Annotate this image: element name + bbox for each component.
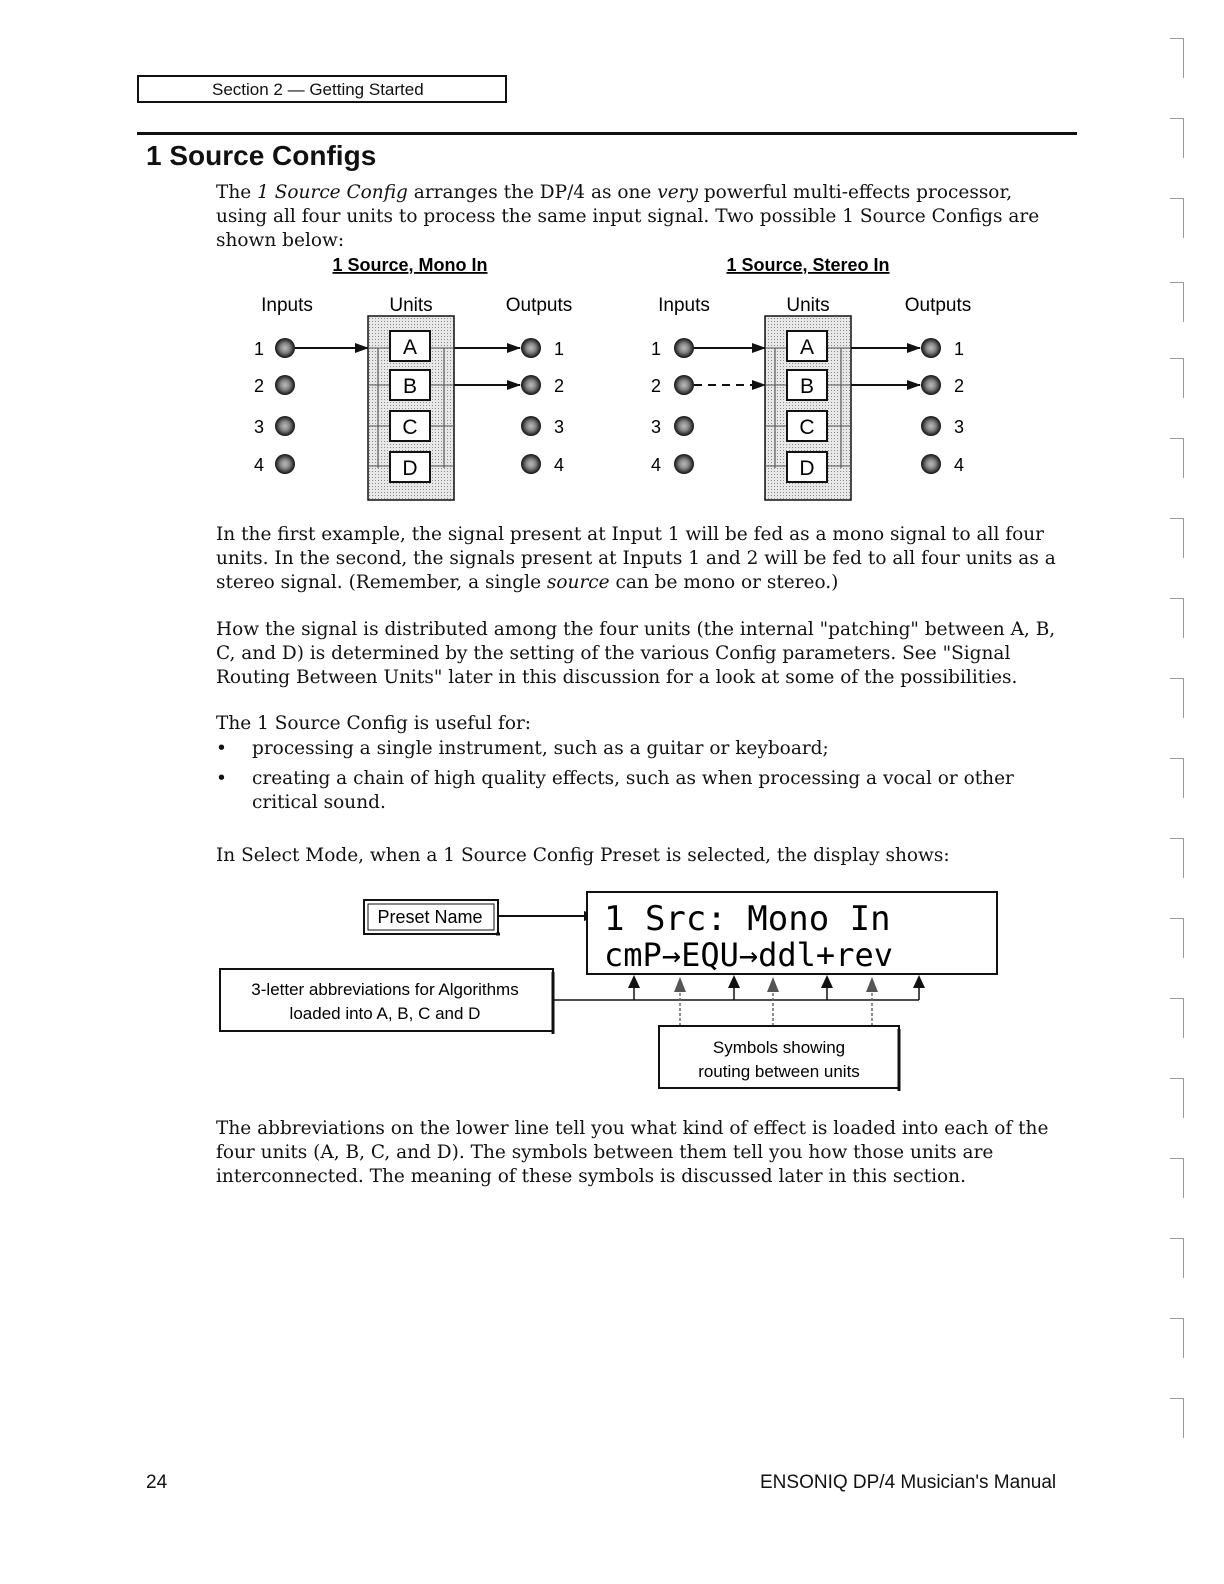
stereo-unit-label-d: D <box>799 457 815 480</box>
mono-unit-label-c: C <box>402 416 418 439</box>
stereo-inputs-heading: Inputs <box>658 295 710 316</box>
stereo-input-jack-4 <box>674 454 694 474</box>
mono-input-jack-2 <box>275 375 295 395</box>
bullet-dot: • <box>216 768 227 789</box>
mono-output-label-3: 3 <box>553 417 565 437</box>
remember-term: source <box>546 572 610 593</box>
page-title: 1 Source Configs <box>146 140 377 171</box>
stereo-input-jack-2 <box>674 375 694 395</box>
stereo-input-jack-3 <box>674 416 694 436</box>
mono-output-jack-4 <box>521 454 541 474</box>
stereo-output-label-3: 3 <box>953 417 965 437</box>
intro-emphasis: very <box>657 182 698 203</box>
mono-inputs-heading: Inputs <box>261 295 313 316</box>
bullet-item <box>216 737 1068 761</box>
symbols-bracket-arrows <box>674 977 878 992</box>
mono-input-label-4: 4 <box>253 455 265 475</box>
stereo-output-jack-1 <box>921 338 941 358</box>
stereo-input-label-4: 4 <box>650 455 662 475</box>
margin-mark <box>1170 598 1184 638</box>
mono-input-jack-1 <box>275 338 295 358</box>
mono-unit-label-b: B <box>402 375 418 398</box>
margin-mark <box>1170 1238 1184 1278</box>
mono-unit-label-a: A <box>402 336 418 359</box>
stereo-unit-label-b: B <box>799 375 815 398</box>
mono-input-label-1: 1 <box>253 339 265 359</box>
page-number: 24 <box>146 1472 168 1493</box>
algorithm-label-line-2: loaded into A, B, C and D <box>289 1004 481 1023</box>
stereo-input-label-3: 3 <box>650 417 662 437</box>
margin-mark <box>1170 118 1184 158</box>
stereo-input-label-2: 2 <box>650 376 662 396</box>
distribution-paragraph: How the signal is distributed among the four units (the internal "patching" between A, B, C, and D) is determined by the setting of the various Config parameters. See "Signal Routing Between Units" later in this discussion for a look at some of the possibilities. <box>216 619 1056 688</box>
stereo-output-jack-2 <box>921 375 941 395</box>
margin-mark <box>1170 678 1184 718</box>
margin-mark <box>1170 838 1184 878</box>
margin-mark <box>1170 198 1184 238</box>
mono-input-label-2: 2 <box>253 376 265 396</box>
stereo-output-jack-4 <box>921 454 941 474</box>
bullet-dot: • <box>216 738 227 759</box>
margin-mark <box>1170 1318 1184 1358</box>
mono-output-jack-3 <box>521 416 541 436</box>
margin-mark <box>1170 918 1184 958</box>
margin-mark <box>1170 1158 1184 1198</box>
margin-mark <box>1170 518 1184 558</box>
stereo-diagram <box>651 255 971 500</box>
intro-middle: arranges the DP/4 as one <box>407 182 658 203</box>
mono-output-jack-1 <box>521 338 541 358</box>
remember-suffix: can be mono or stereo.) <box>609 572 839 593</box>
example-paragraph <box>216 523 1068 595</box>
stereo-output-jack-3 <box>921 416 941 436</box>
mono-input-label-3: 3 <box>253 417 265 437</box>
margin-mark <box>1170 1398 1184 1438</box>
stereo-output-label-1: 1 <box>953 339 965 359</box>
symbols-label-line-1: Symbols showing <box>712 1038 846 1057</box>
mono-unit-label-d: D <box>402 457 418 480</box>
margin-mark <box>1170 758 1184 798</box>
mono-diagram-title: 1 Source, Mono In <box>332 255 488 275</box>
margin-mark <box>1170 998 1184 1038</box>
lcd-line-2: cmP→EQU→ddl+rev <box>604 936 893 974</box>
lcd-line-1: 1 Src: Mono In <box>604 899 891 939</box>
intro-term: 1 Source Config <box>257 182 408 203</box>
mono-input-jack-3 <box>275 416 295 436</box>
stereo-input-jack-1 <box>674 338 694 358</box>
symbols-label-line-2: routing between units <box>698 1062 860 1081</box>
stereo-unit-label-a: A <box>799 336 815 359</box>
mono-units-heading: Units <box>389 295 433 316</box>
select-mode-paragraph: In Select Mode, when a 1 Source Config Preset is selected, the display shows: <box>216 845 950 866</box>
example-text: In the first example, the signal present at Input 1 will be fed as a mono signal to all four units. In the second, the signals present at Inputs 1 and 2 will be fed to all four units as a stereo signal. <box>216 524 1056 593</box>
stereo-output-label-2: 2 <box>953 376 965 396</box>
mono-output-jack-2 <box>521 375 541 395</box>
section-label: Section 2 — Getting Started <box>212 80 424 99</box>
margin-mark <box>1170 282 1184 322</box>
stereo-output-label-4: 4 <box>953 455 965 475</box>
mono-input-jack-4 <box>275 454 295 474</box>
stereo-unit-label-c: C <box>799 416 815 439</box>
margin-mark <box>1170 358 1184 398</box>
margin-mark <box>1170 1078 1184 1118</box>
useful-for-paragraph: The 1 Source Config is useful for: <box>216 713 532 734</box>
preset-name-label: Preset Name <box>377 907 483 927</box>
remember-prefix: (Remember, a single <box>348 572 547 593</box>
stereo-outputs-heading: Outputs <box>904 295 972 316</box>
display-diagram <box>220 892 997 1091</box>
intro-prefix: The <box>216 182 258 203</box>
bullet-text: creating a chain of high quality effects, such as when processing a vocal or other critical sound. <box>252 768 1014 813</box>
mono-output-label-2: 2 <box>553 376 565 396</box>
stereo-diagram-title: 1 Source, Stereo In <box>726 255 890 275</box>
stereo-units-heading: Units <box>786 295 830 316</box>
bullet-item <box>216 767 1068 815</box>
margin-mark <box>1170 438 1184 478</box>
manual-title: ENSONIQ DP/4 Musician's Manual <box>760 1472 1057 1493</box>
mono-output-label-1: 1 <box>553 339 565 359</box>
abbreviations-paragraph: The abbreviations on the lower line tell you what kind of effect is loaded into each of the four units (A, B, C, and D). The symbols between them tell you how those units are interconnected. The meaning of these symbols is discussed later in this section. <box>216 1118 1049 1187</box>
mono-output-label-4: 4 <box>553 455 565 475</box>
mono-diagram <box>254 255 572 500</box>
mono-outputs-heading: Outputs <box>505 295 573 316</box>
algorithm-label-line-1: 3-letter abbreviations for Algorithms <box>251 980 519 999</box>
margin-mark <box>1170 38 1184 78</box>
bullet-text: processing a single instrument, such as a guitar or keyboard; <box>252 738 829 759</box>
stereo-input-label-1: 1 <box>650 339 662 359</box>
intro-suffix: powerful multi-effects processor, using all four units to process the same input signal. Two possible 1 Source Configs are shown below: <box>216 182 1040 251</box>
